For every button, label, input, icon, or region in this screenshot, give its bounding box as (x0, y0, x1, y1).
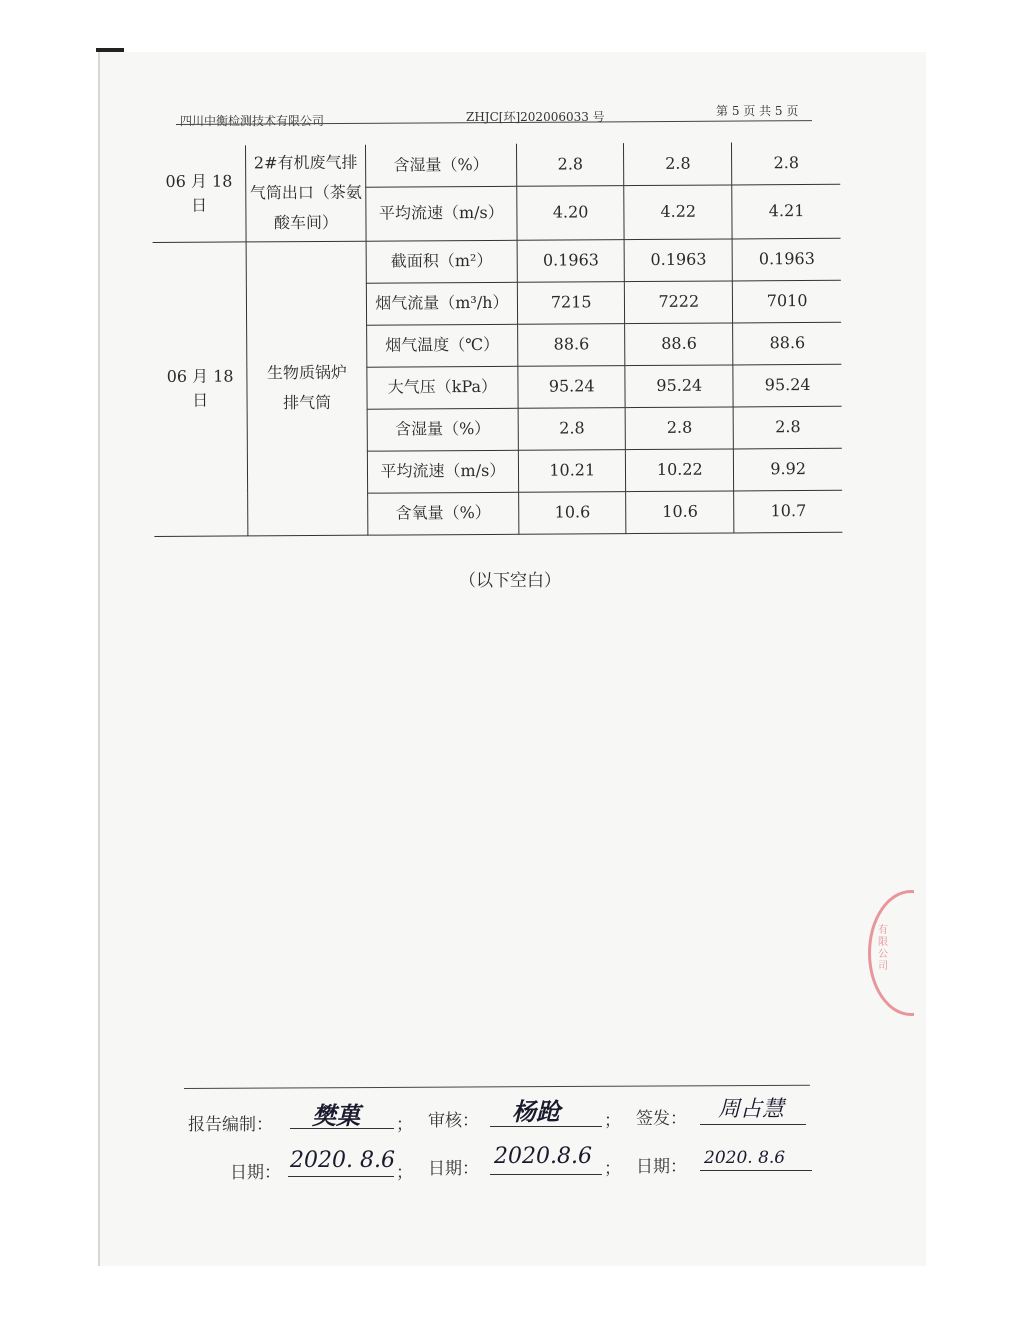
param-cell: 含湿量（%） (365, 144, 517, 187)
issue-signature: 周占慧 (718, 1097, 785, 1122)
review-date-underline (490, 1174, 602, 1175)
issue-date-label: 日期： (636, 1157, 687, 1177)
location-cell: 生物质锅炉排气筒 (247, 241, 368, 536)
param-cell: 含湿量（%） (367, 408, 519, 451)
param-cell: 烟气温度（℃） (366, 324, 518, 367)
compile-underline (290, 1128, 394, 1129)
table-row (152, 142, 840, 188)
separator: ； (604, 1159, 621, 1179)
location-cell: 2#有机废气排气筒出口（茶氨酸车间） (246, 145, 366, 242)
seal-text: 有限公司 (878, 925, 888, 972)
param-cell: 烟气流量（m³/h） (366, 282, 518, 325)
value-cell: 10.22 (626, 448, 734, 491)
value-cell: 2.8 (732, 142, 840, 185)
value-cell: 2.8 (625, 406, 733, 449)
value-cell: 10.6 (626, 490, 734, 533)
review-date: 2020.8.6 (494, 1144, 592, 1169)
value-cell: 10.6 (519, 491, 626, 534)
param-cell: 大气压（kPa） (367, 366, 519, 409)
value-cell: 4.22 (624, 184, 732, 239)
scan-edge-mark (96, 48, 124, 52)
date-cell: 06 月 18 日 (152, 145, 247, 242)
value-cell: 7215 (518, 281, 625, 324)
value-cell: 95.24 (518, 365, 625, 408)
value-cell: 95.24 (733, 364, 841, 407)
value-cell: 2.8 (518, 407, 625, 450)
value-cell: 95.24 (625, 364, 733, 407)
issue-label: 签发： (636, 1109, 687, 1129)
header-page-number: 第 5 页 共 5 页 (716, 104, 799, 118)
param-cell: 截面积（m²） (366, 240, 518, 283)
value-cell: 7222 (625, 280, 733, 323)
issue-underline (700, 1124, 806, 1125)
compile-date-underline (288, 1176, 394, 1177)
header-report-number: ZHJC[环]202006033 号 (466, 110, 605, 124)
measurement-table (152, 142, 842, 537)
value-cell: 10.7 (734, 490, 842, 533)
value-cell: 4.21 (732, 184, 840, 239)
value-cell: 10.21 (519, 449, 626, 492)
separator: ； (396, 1115, 413, 1135)
header-company: 四川中衡检测技术有限公司 (180, 114, 325, 128)
value-cell: 0.1963 (517, 239, 624, 282)
param-cell: 平均流速（m/s） (365, 186, 517, 241)
param-cell: 含氧量（%） (367, 492, 519, 535)
review-underline (490, 1126, 602, 1127)
date-cell: 06 月 18 日 (153, 241, 249, 536)
issue-date-underline (700, 1170, 812, 1171)
value-cell: 0.1963 (732, 238, 840, 281)
compile-date: 2020. 8.6 (290, 1148, 395, 1173)
blank-below-note: （以下空白） (459, 571, 561, 591)
value-cell: 9.92 (734, 448, 842, 491)
value-cell: 7010 (733, 280, 841, 323)
value-cell: 88.6 (733, 322, 841, 365)
separator: ； (396, 1163, 413, 1183)
compile-date-label: 日期： (230, 1163, 281, 1183)
value-cell: 2.8 (517, 143, 624, 186)
value-cell: 0.1963 (624, 238, 732, 281)
review-date-label: 日期： (428, 1159, 479, 1179)
value-cell: 88.6 (518, 323, 625, 366)
separator: ； (604, 1111, 621, 1131)
table-row (153, 238, 841, 284)
review-signature: 杨跄 (512, 1097, 560, 1126)
value-cell: 2.8 (624, 142, 732, 185)
value-cell: 2.8 (733, 406, 841, 449)
compile-label: 报告编制： (188, 1115, 273, 1135)
value-cell: 4.20 (517, 185, 624, 240)
value-cell: 88.6 (625, 322, 733, 365)
param-cell: 平均流速（m/s） (367, 450, 519, 493)
review-label: 审核： (428, 1111, 479, 1131)
compile-signature: 樊菓 (312, 1101, 360, 1130)
issue-date: 2020. 8.6 (704, 1148, 786, 1168)
